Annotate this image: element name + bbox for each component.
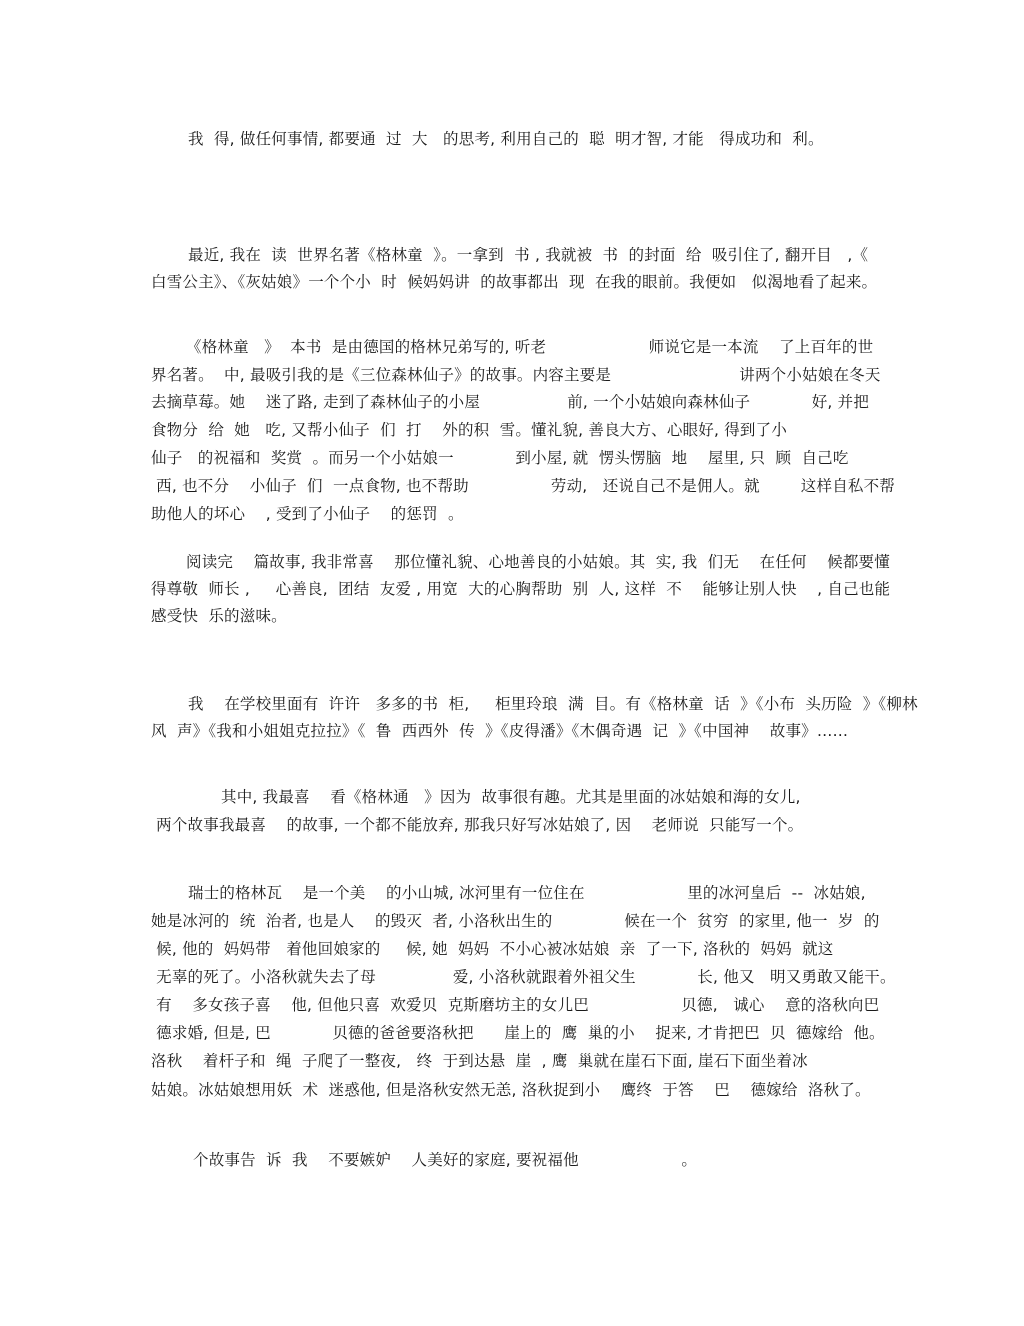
paragraph-4-line-2: 得尊敬 师长 , 心善良, 团结 友爱 , 用宽 大的心胸帮助 别 人, 这样 不 能够让别人快 , 自己也能	[151, 580, 891, 598]
paragraph-4-line-1: 阅读完 篇故事, 我非常喜 那位懂礼貌、心地善良的小姑娘。其 实, 我 们无 在任何 候都要懂	[186, 553, 890, 571]
paragraph-7-line-5: 有 多女孩子喜 他, 但他只喜 欢爱贝 克斯磨坊主的女儿巴 贝德, 诚心 意的洛秋向巴	[151, 996, 880, 1014]
paragraph-2-line-2: 白雪公主》、《灰姑娘》一个个小 时 候妈妈讲 的故事都出 现 在我的眼前。我便如 似渴地看了起来。	[151, 273, 878, 291]
paragraph-2-line-1: 最近, 我在 读 世界名著《格林童 》。一拿到 书 , 我就被 书 的封面 给 吸引住了, 翻开目 ,《	[188, 246, 869, 264]
paragraph-3-line-3: 去摘草莓。她 迷了路, 走到了森林仙子的小屋 前, 一个小姑娘向森林仙子 好, 并把	[151, 393, 870, 411]
paragraph-5-line-1: 我 在学校里面有 许许 多多的书 柜, 柜里玲琅 满 目。有《格林童 话 》《小布 头历险 》《柳林	[188, 695, 918, 713]
paragraph-3-line-4: 食物分 给 她 吃, 又帮小仙子 们 打 外的积 雪。懂礼貌, 善良大方、心眼好, 得到了小	[151, 421, 788, 439]
paragraph-3-line-2: 界名著。 中, 最吸引我的是《三位森林仙子》的故事。内容主要是 讲两个小姑娘在冬天	[151, 366, 881, 384]
paragraph-7-line-2: 她是冰河的 统 治者, 也是人 的毁灭 者, 小洛秋出生的 候在一个 贫穷 的家里, 他一 岁 的	[151, 912, 880, 930]
paragraph-7-line-6: 德求婚, 但是, 巴 贝德的爸爸要洛秋把 崖上的 鹰 巢的小 捉来, 才肯把巴 贝 德嫁给 他。	[151, 1024, 885, 1042]
paragraph-3-line-6: 西, 也不分 小仙子 们 一点食物, 也不帮助 劳动, 还说自己不是佣人。就 这样自私不帮	[151, 477, 896, 495]
paragraph-7-line-3: 候, 他的 妈妈带 着他回娘家的 候, 她 妈妈 不小心被冰姑娘 亲 了一下, 洛秋的 妈妈 就这	[151, 940, 834, 958]
paragraph-3-line-1: 《格林童 》 本书 是由德国的格林兄弟写的, 听老 师说它是一本流 了上百年的世	[186, 338, 874, 356]
paragraph-5-line-2: 风 声》《我和小姐姐克拉拉》《 鲁 西西外 传 》《皮得潘》《木偶奇遇 记 》《中国神 故事》……	[151, 722, 849, 740]
paragraph-4-line-3: 感受快 乐的滋味。	[151, 607, 287, 625]
paragraph-1-line-1: 我 得, 做任何事情, 都要通 过 大 的思考, 利用自己的 聪 明才智, 才能 得成功和 利。	[188, 130, 824, 148]
paragraph-7-line-1: 瑞士的格林瓦 是一个美 的小山城, 冰河里有一位住在 里的冰河皇后 -- 冰姑娘,	[188, 884, 866, 902]
paragraph-7-line-7: 洛秋 着杆子和 绳 子爬了一整夜, 终 于到达悬 崖 , 鹰 巢就在崖石下面, 崖石下面坐着冰	[151, 1052, 808, 1070]
paragraph-6-line-2: 两个故事我最喜 的故事, 一个都不能放弃, 那我只好写冰姑娘了, 因 老师说 只能写一个。	[151, 816, 804, 834]
paragraph-8-line-1: 个故事告 诉 我 不要嫉妒 人美好的家庭, 要祝福他 。	[193, 1151, 698, 1169]
paragraph-7-line-4: 无辜的死了。小洛秋就失去了母 爱, 小洛秋就跟着外祖父生 长, 他又 明又勇敢又能干。	[151, 968, 896, 986]
paragraph-6-line-1: 其中, 我最喜 看《格林通 》因为 故事很有趣。尤其是里面的冰姑娘和海的女儿,	[221, 788, 801, 806]
paragraph-7-line-8: 姑娘。冰姑娘想用妖 术 迷惑他, 但是洛秋安然无恙, 洛秋捉到小 鹰终 于答 巴 德嫁给 洛秋了。	[151, 1081, 871, 1099]
paragraph-3-line-7: 助他人的坏心 , 受到了小仙子 的惩罚 。	[151, 505, 464, 523]
paragraph-3-line-5: 仙子 的祝福和 奖赏 。而另一个小姑娘一 到小屋, 就 愣头愣脑 地 屋里, 只 顾 自己吃	[151, 449, 849, 467]
